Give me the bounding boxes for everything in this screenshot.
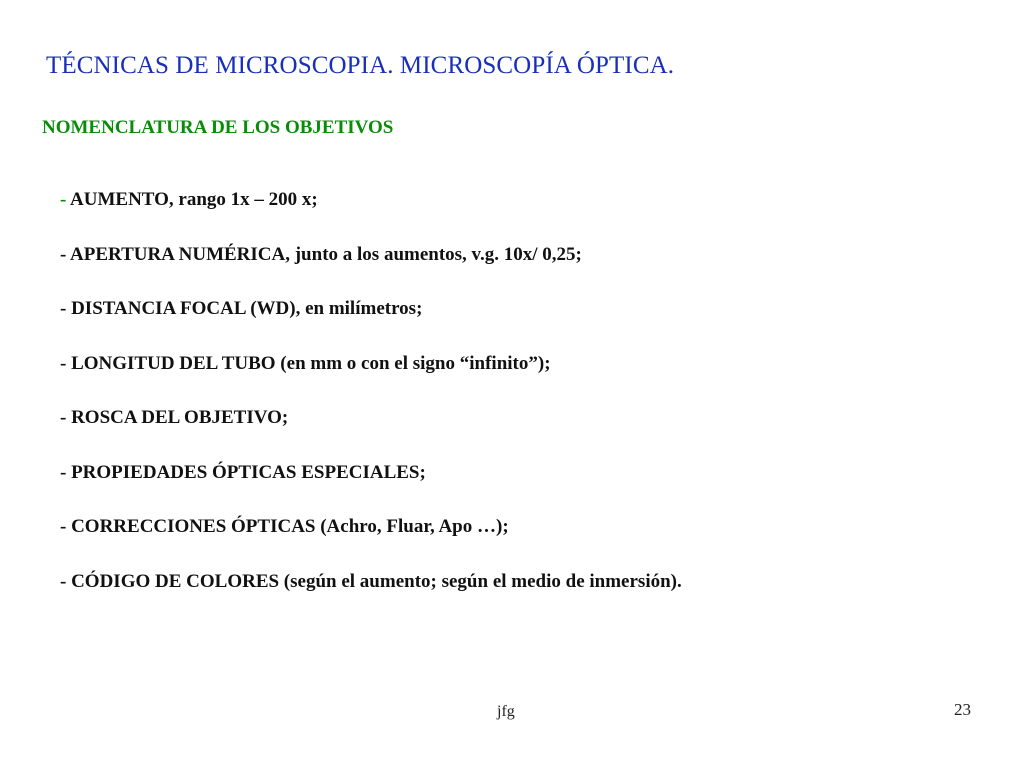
list-item — [60, 347, 682, 402]
list-item — [60, 183, 682, 238]
list-item-text: DISTANCIA FOCAL (WD), en milímetros; — [66, 298, 423, 319]
list-item-text: AUMENTO, rango 1x – 200 x; — [66, 189, 318, 210]
list-item-text: PROPIEDADES ÓPTICAS ESPECIALES; — [66, 461, 426, 483]
page-number: 23 — [954, 700, 971, 719]
slide-title: TÉCNICAS DE MICROSCOPIA. MICROSCOPÍA ÓPTICA. — [46, 52, 675, 79]
list-dash: - — [60, 189, 67, 210]
list-dash: - — [60, 243, 67, 265]
list-dash: - — [60, 407, 67, 428]
slide-subtitle: NOMENCLATURA DE LOS OBJETIVOS — [42, 117, 394, 138]
list-item-text: CÓDIGO DE COLORES (según el aumento; según el medio de inmersión). — [66, 570, 682, 592]
list-item-text: ROSCA DEL OBJETIVO; — [66, 407, 289, 428]
list-dash: - — [60, 298, 67, 319]
list-item-text: APERTURA NUMÉRICA, junto a los aumentos, v.g. 10x/ 0,25; — [66, 243, 582, 265]
list-item — [60, 456, 682, 511]
list-item-text: CORRECCIONES ÓPTICAS (Achro, Fluar, Apo …); — [66, 516, 509, 537]
list-dash: - — [60, 461, 67, 483]
list-dash: - — [60, 570, 67, 592]
list-item — [60, 238, 682, 293]
list-item — [60, 292, 682, 347]
list-item — [60, 510, 682, 565]
footer-author: jfg — [497, 703, 515, 720]
objective-nomenclature-list — [60, 183, 682, 619]
list-item — [60, 401, 682, 456]
list-item-text: LONGITUD DEL TUBO (en mm o con el signo “infinito”); — [66, 352, 551, 374]
list-item — [60, 565, 682, 620]
list-dash: - — [60, 352, 67, 374]
list-dash: - — [60, 516, 67, 537]
